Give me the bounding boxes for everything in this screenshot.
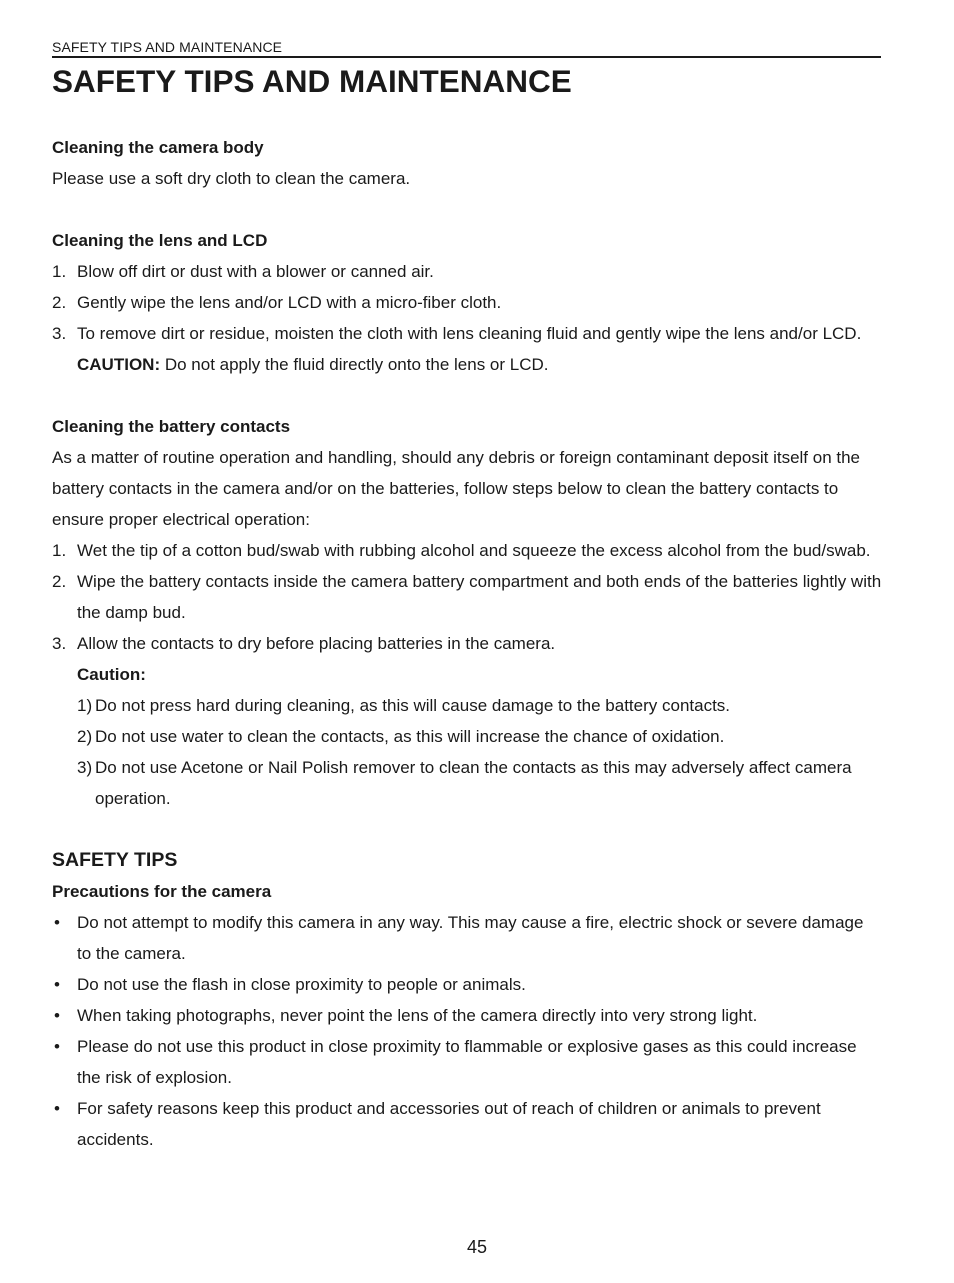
bullet-text: Do not attempt to modify this camera in any way. This may cause a fire, electric shock or severe damage to the camera. (77, 913, 864, 963)
bullet-icon: • (54, 975, 60, 994)
battery-caution-item (52, 690, 882, 721)
bullet-text: Please do not use this product in close proximity to flammable or explosive gases as this could increase the risk of explosion. (77, 1037, 857, 1087)
header-rule (52, 56, 881, 58)
item-text: Wipe the battery contacts inside the camera battery compartment and both ends of the batteries lightly with the damp bud. (77, 572, 882, 622)
precautions-heading: Precautions for the camera (52, 882, 272, 901)
page-title: SAFETY TIPS AND MAINTENANCE (52, 63, 572, 99)
bullet-icon: • (54, 1099, 60, 1118)
camera-body-heading: Cleaning the camera body (52, 138, 264, 157)
battery-intro: As a matter of routine operation and handling, should any debris or foreign contaminant deposit itself on the battery contacts in the camera and/or on the batteries, follow steps below to clean the battery contacts to ensure proper electrical operation: (52, 448, 861, 529)
bullet-icon: • (54, 1006, 60, 1025)
battery-item (52, 535, 882, 566)
item-number: 2. (52, 572, 67, 591)
caution-text: Do not press hard during cleaning, as this will cause damage to the battery contacts. (95, 696, 731, 715)
bullet-item (52, 1000, 882, 1031)
page-number: 45 (466, 1237, 488, 1257)
battery-item (52, 628, 882, 659)
lens-lcd-caution (52, 349, 882, 380)
item-number: 1. (52, 262, 67, 281)
item-text: Wet the tip of a cotton bud/swab with rubbing alcohol and squeeze the excess alcohol from the bud/swab. (77, 541, 871, 560)
item-number: 3. (52, 634, 67, 653)
caution-text: Do not apply the fluid directly onto the lens or LCD. (160, 355, 549, 374)
battery-caution-label: Caution: (77, 665, 146, 684)
bullet-item (52, 1031, 882, 1093)
lens-lcd-item (52, 256, 882, 287)
item-text: Allow the contacts to dry before placing batteries in the camera. (77, 634, 556, 653)
item-number: 1. (52, 541, 67, 560)
item-number: 2. (52, 293, 67, 312)
item-text: To remove dirt or residue, moisten the cloth with lens cleaning fluid and gently wipe the lens and/or LCD. (77, 324, 862, 343)
caution-number: 1) (77, 696, 93, 715)
bullet-icon: • (54, 1037, 60, 1056)
battery-caution-item (52, 721, 882, 752)
bullet-item (52, 969, 882, 1000)
battery-item (52, 566, 882, 628)
item-text: Blow off dirt or dust with a blower or canned air. (77, 262, 434, 281)
lens-lcd-item (52, 318, 882, 349)
caution-number: 3) (77, 758, 93, 777)
caution-text: Do not use Acetone or Nail Polish remover to clean the contacts as this may adversely affect camera operation. (95, 758, 852, 808)
battery-caution-item (52, 752, 882, 814)
bullet-item (52, 907, 882, 969)
camera-body-text: Please use a soft dry cloth to clean the camera. (52, 169, 411, 188)
bullet-item (52, 1093, 882, 1155)
battery-heading: Cleaning the battery contacts (52, 417, 291, 436)
caution-number: 2) (77, 727, 93, 746)
item-text: Gently wipe the lens and/or LCD with a micro-fiber cloth. (77, 293, 502, 312)
running-header: SAFETY TIPS AND MAINTENANCE (52, 39, 283, 55)
caution-text: Do not use water to clean the contacts, as this will increase the chance of oxidation. (95, 727, 725, 746)
page-body (52, 132, 882, 1155)
caution-label: CAUTION: (77, 355, 161, 374)
lens-lcd-heading: Cleaning the lens and LCD (52, 231, 268, 250)
bullet-icon: • (54, 913, 60, 932)
item-number: 3. (52, 324, 67, 343)
bullet-text: When taking photographs, never point the lens of the camera directly into very strong light. (77, 1006, 758, 1025)
safety-tips-title: SAFETY TIPS (52, 849, 178, 871)
lens-lcd-item (52, 287, 882, 318)
bullet-text: For safety reasons keep this product and accessories out of reach of children or animals to prevent accidents. (77, 1099, 821, 1149)
bullet-text: Do not use the flash in close proximity to people or animals. (77, 975, 526, 994)
